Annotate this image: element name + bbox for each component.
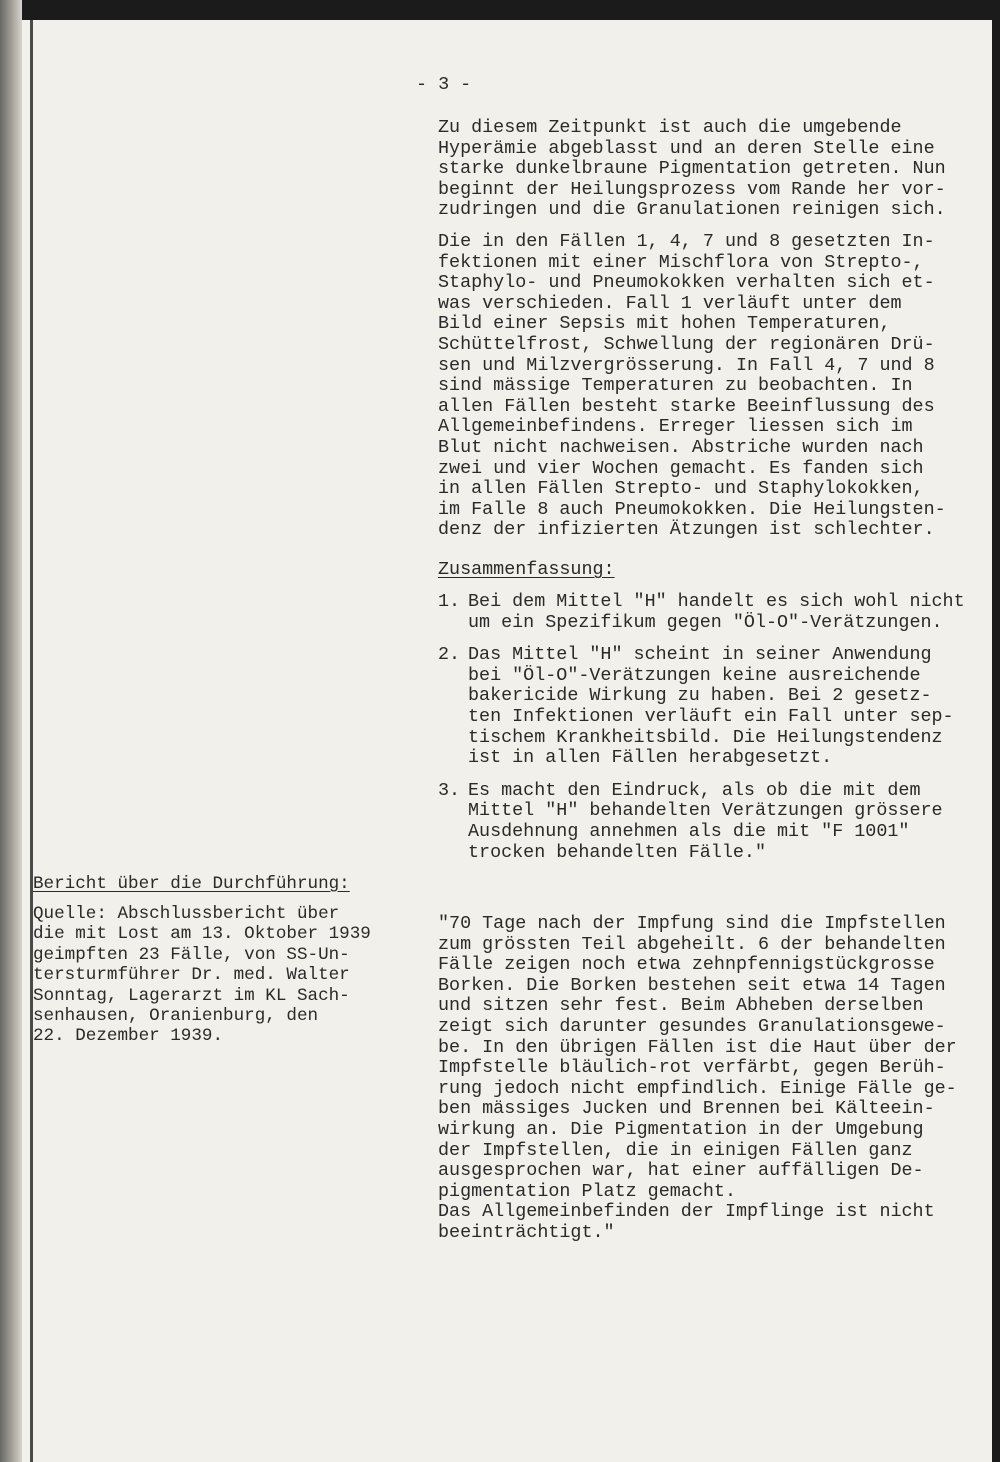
text-line: was verschieden. Fall 1 verläuft unter dem [438,292,902,314]
summary-item [438,781,965,863]
quote-paragraph [438,914,957,1244]
text-line: Quelle: Abschlussbericht über [33,904,340,924]
text-line: Schüttelfrost, Schwellung der regionären Drü- [438,333,935,355]
text-line: starke dunkelbraune Pigmentation getreten. Nun [438,158,946,180]
paragraph-2 [438,232,946,541]
text-line: ausgesprochen war, hat einer auffälligen De- [438,1160,924,1182]
page-number: - 3 - [416,74,472,95]
text-line: Zu diesem Zeitpunkt ist auch die umgebende [438,117,902,138]
text-line: pigmentation Platz gemacht. [438,1180,736,1202]
summary-item-number: 3. [438,779,461,801]
text-line: zeigt sich darunter gesundes Granulationsgewe- [438,1015,946,1037]
text-line: Blut nicht nachweisen. Abstriche wurden nach [438,436,924,458]
summary-heading: Zusammenfassung: [438,559,615,580]
text-line: Bei dem Mittel "H" handelt es sich wohl nicht [468,591,965,612]
text-line: Mittel "H" behandelten Verätzungen grössere [468,800,943,822]
text-line: ten Infektionen verläuft ein Fall unter sep- [468,705,954,727]
text-line: wirkung an. Die Pigmentation in der Umgebung [438,1118,924,1140]
paragraph-1 [438,118,946,221]
text-line: Sonntag, Lagerarzt im KL Sach- [33,985,350,1006]
text-line: Das Mittel "H" scheint in seiner Anwendung [468,644,932,666]
text-line: zum grössten Teil abgeheilt. 6 der behandelten [438,933,946,955]
text-line: senhausen, Oranienburg, den [33,1006,319,1027]
text-line: Es macht den Eindruck, als ob die mit dem [468,779,921,801]
text-line: bei "Öl-O"-Verätzungen keine ausreichende [468,664,921,686]
summary-item [438,592,965,633]
text-line: die mit Lost am 13. Oktober 1939 [33,924,371,945]
summary-item [438,645,965,769]
text-line: Ausdehnung annehmen als die mit "F 1001" [468,820,910,842]
scan-right-border [992,0,1000,1462]
text-line: Bild einer Sepsis mit hohen Temperaturen, [438,313,891,335]
text-line: tischem Krankheitsbild. Die Heilungstendenz [468,726,943,748]
text-line: Impfstelle bläulich-rot verfärbt, gegen Berüh- [438,1057,946,1079]
text-line: "70 Tage nach der Impfung sind die Impfstellen [438,913,946,934]
text-line: um ein Spezifikum gegen "Öl-O"-Verätzungen. [468,611,943,633]
text-line: Fälle zeigen noch etwa zehnpfennigstückgrosse [438,954,935,976]
text-line: geimpften 23 Fälle, von SS-Un- [33,944,350,965]
text-line: beginnt der Heilungsprozess vom Rande her vor- [438,178,946,200]
text-line: Allgemeinbefindens. Erreger liessen sich im [438,416,913,438]
text-line: zudringen und die Granulationen reinigen sich. [438,199,946,221]
text-line: sind mässige Temperaturen zu beobachten. In [438,375,913,397]
text-line: Staphylo- und Pneumokokken verhalten sich et- [438,272,935,294]
text-line: Das Allgemeinbefinden der Impflinge ist nicht [438,1201,935,1223]
source-citation [33,904,371,1047]
text-line: Hyperämie abgeblasst und an deren Stelle eine [438,137,935,159]
text-line: Borken. Die Borken bestehen seit etwa 14 Tagen [438,974,946,996]
summary-item-number: 1. [438,591,461,612]
text-line: bakericide Wirkung zu haben. Bei 2 gesetz- [468,685,932,707]
binding-edge [0,0,22,1462]
text-line: der Impfstellen, die in einigen Fällen ganz [438,1139,913,1161]
page-edge-line [30,20,33,1462]
summary-item-number: 2. [438,644,461,666]
text-line: trocken behandelten Fälle." [468,841,766,863]
text-line: zwei und vier Wochen gemacht. Es fanden sich [438,457,924,479]
text-line: ist in allen Fällen herabgesetzt. [468,747,833,769]
text-line: denz der infizierten Ätzungen ist schlechter. [438,519,935,541]
text-line: ben mässiges Jucken und Brennen bei Kälteein- [438,1098,935,1120]
text-line: und sitzen sehr fest. Beim Abheben derselben [438,995,924,1017]
text-line: tersturmführer Dr. med. Walter [33,965,350,986]
text-line: fektionen mit einer Mischflora von Strepto-, [438,251,924,273]
text-line: in allen Fällen Strepto- und Staphylokokken, [438,478,924,500]
text-line: sen und Milzvergrösserung. In Fall 4, 7 und 8 [438,354,935,376]
report-heading: Bericht über die Durchführung: [33,874,350,894]
scan-top-border [0,0,1000,20]
text-line: im Falle 8 auch Pneumokokken. Die Heilungsten- [438,498,946,520]
text-line: allen Fällen besteht starke Beeinflussung des [438,395,935,417]
text-line: 22. Dezember 1939. [33,1026,224,1047]
text-line: Die in den Fällen 1, 4, 7 und 8 gesetzten In- [438,231,935,252]
text-line: beeinträchtigt." [438,1221,615,1243]
text-line: rung jedoch nicht empfindlich. Einige Fälle ge- [438,1077,957,1099]
text-line: be. In den übrigen Fällen ist die Haut über der [438,1036,957,1058]
summary-list [438,592,965,863]
